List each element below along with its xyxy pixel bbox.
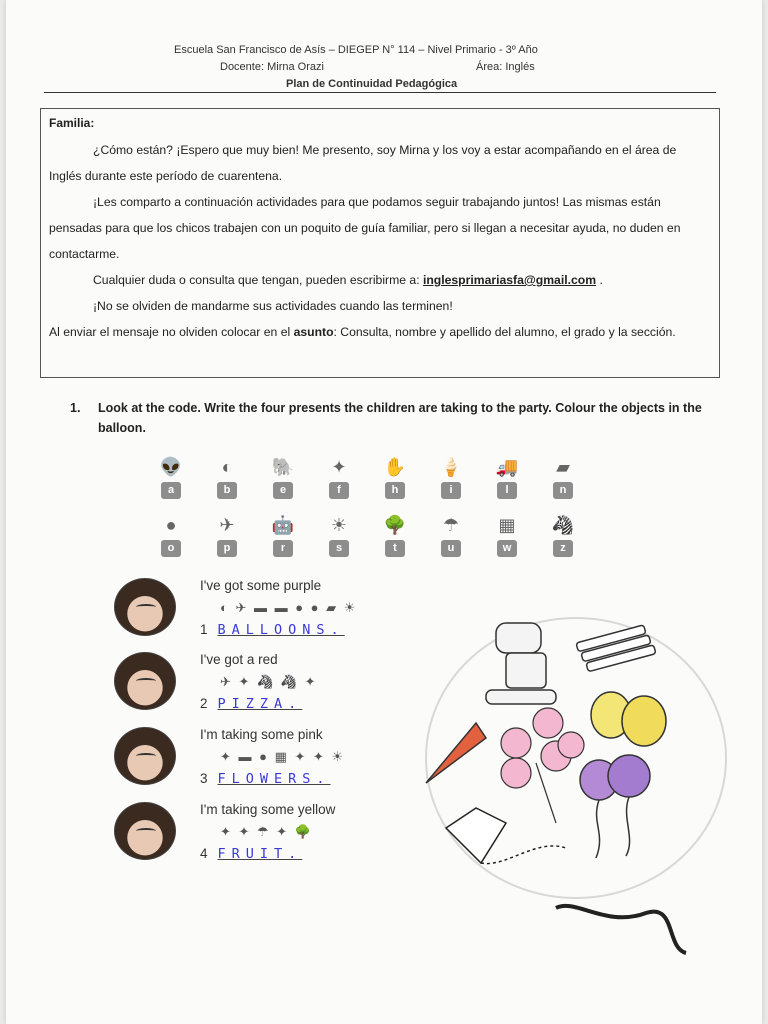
lorry-icon: 🚚 [495, 456, 519, 477]
subject-instruction-suffix: : Consulta, nombre y apellido del alumno, el grado y la sección. [333, 325, 676, 339]
subject-instruction-prefix: Al enviar el mensaje no olviden colocar en el [49, 325, 294, 339]
child-photo [114, 578, 176, 636]
code-letter: e [273, 482, 293, 499]
item-number: 2 [200, 696, 208, 711]
contact-text: Cualquier duda o consulta que tengan, pueden escribirme a: [93, 273, 423, 287]
code-letter: o [161, 540, 181, 557]
robot-drawing [486, 623, 556, 704]
family-paragraph-3 [49, 267, 711, 293]
handwritten-answer: PIZZA. [217, 696, 303, 712]
kid-sentence: I've got a red [200, 652, 278, 667]
balloon-illustration [416, 598, 746, 958]
code-letter: a [161, 482, 181, 499]
item-number: 1 [200, 622, 208, 637]
code-cell-o [156, 513, 186, 567]
subject-area: Área: Inglés [476, 61, 535, 73]
worksheet-page [6, 0, 762, 1024]
family-message-box [40, 108, 720, 378]
answer-line [200, 622, 345, 638]
code-cell-n [548, 455, 578, 509]
sun-icon: ☀ [330, 514, 348, 535]
code-letter: w [497, 540, 517, 557]
kid-sentence: I'm taking some yellow [200, 802, 336, 817]
code-cell-f [324, 455, 354, 509]
umbrella-icon: ☂ [442, 514, 460, 535]
answer-line [200, 846, 302, 862]
child-photo [114, 652, 176, 710]
robot-icon: 🤖 [271, 514, 295, 535]
plan-title: Plan de Continuidad Pedagógica [286, 78, 458, 90]
code-cell-e [268, 455, 298, 509]
code-letter: f [329, 482, 349, 499]
handwritten-answer: BALLOONS. [217, 622, 345, 638]
handwritten-answer: FLOWERS. [217, 771, 331, 787]
balloons-drawing [580, 755, 650, 858]
onion-icon: ● [165, 514, 177, 535]
flowers-drawing [501, 708, 584, 823]
notebook-icon: ▰ [556, 456, 570, 477]
child-photo [114, 802, 176, 860]
header-divider [44, 92, 716, 93]
pears-drawing [591, 692, 666, 746]
kite-drawing [446, 808, 566, 864]
task-text: Look at the code. Write the four presents the children are taking to the party. Colour the objects in the balloon. [98, 401, 702, 435]
code-cell-l [492, 455, 522, 509]
alien-icon: 👽 [159, 456, 183, 477]
family-title: Familia: [49, 116, 95, 130]
teacher-name: Docente: Mirna Orazi [220, 61, 324, 73]
code-cell-a [156, 455, 186, 509]
code-letter: r [273, 540, 293, 557]
school-line: Escuela San Francisco de Asís – DIEGEP N° 114 – Nivel Primario - 3º Año [174, 44, 538, 56]
code-cell-u [436, 513, 466, 567]
code-cell-t [380, 513, 410, 567]
pizza-drawing [426, 723, 486, 783]
elephant-icon: 🐘 [271, 456, 295, 477]
code-picture-sequence: ✦ ▬ ● ▦ ✦ ✦ ☀ [220, 749, 346, 764]
kid-sentence: I've got some purple [200, 578, 322, 593]
code-letter: i [441, 482, 461, 499]
family-paragraph-1: ¿Cómo están? ¡Espero que muy bien! Me presento, soy Mirna y los voy a estar acompañando en el área de Inglés durante este período de cuarentena. [49, 143, 677, 183]
code-cell-b [212, 455, 242, 509]
task-instruction [70, 398, 720, 438]
code-cell-z [548, 513, 578, 567]
ball-icon: ◐ [221, 456, 233, 477]
family-paragraph-4: ¡No se olviden de mandarme sus actividades cuando las terminen! [93, 299, 453, 313]
code-letter: z [553, 540, 573, 557]
zebra-icon: 🦓 [551, 514, 575, 535]
item-number: 3 [200, 771, 208, 786]
subject-keyword: asunto [293, 325, 334, 339]
family-paragraph-2: ¡Les comparto a continuación actividades para que podamos seguir trabajando juntos! Las mismas están pensadas para que los chicos trabajen con un poquito de guía familiar, pero si llegan a necesitar ayuda, no duden en contactarme. [49, 195, 681, 261]
code-cell-s [324, 513, 354, 567]
answer-line [200, 696, 302, 712]
code-letter: n [553, 482, 573, 499]
crayons-drawing [576, 625, 656, 672]
code-picture-sequence: ✈ ✦ 🦓 🦓 ✦ [220, 674, 318, 689]
tree-icon: 🌳 [383, 514, 407, 535]
code-cell-p [212, 513, 242, 567]
code-letter: s [329, 540, 349, 557]
hand-icon: ✋ [383, 456, 407, 477]
code-letter: b [217, 482, 237, 499]
code-letter: h [385, 482, 405, 499]
contact-email-link[interactable]: inglesprimariasfa@gmail.com [422, 273, 597, 287]
family-paragraph-5 [49, 319, 711, 345]
handwritten-answer: FRUIT. [217, 846, 303, 862]
code-cell-i [436, 455, 466, 509]
plane-icon: ✈ [219, 514, 235, 535]
item-number: 4 [200, 846, 208, 861]
child-photo [114, 727, 176, 785]
ice-cream-icon: 🍦 [439, 456, 463, 477]
code-picture-sequence: ◐ ✈ ▬ ▬ ● ● ▰ ☀ [220, 600, 358, 615]
kid-sentence: I'm taking some pink [200, 727, 323, 742]
code-picture-sequence: ✦ ✦ ☂ ✦ 🌳 [220, 824, 313, 839]
code-cell-h [380, 455, 410, 509]
code-letter: l [497, 482, 517, 499]
code-letter: p [217, 540, 237, 557]
contact-suffix: . [596, 273, 603, 287]
answer-line [200, 771, 331, 787]
window-icon: ▦ [498, 514, 516, 535]
code-letter: u [441, 540, 461, 557]
fish-icon: ✦ [331, 456, 347, 477]
code-letter: t [385, 540, 405, 557]
task-number: 1. [70, 401, 81, 415]
code-cell-w [492, 513, 522, 567]
code-cell-r [268, 513, 298, 567]
